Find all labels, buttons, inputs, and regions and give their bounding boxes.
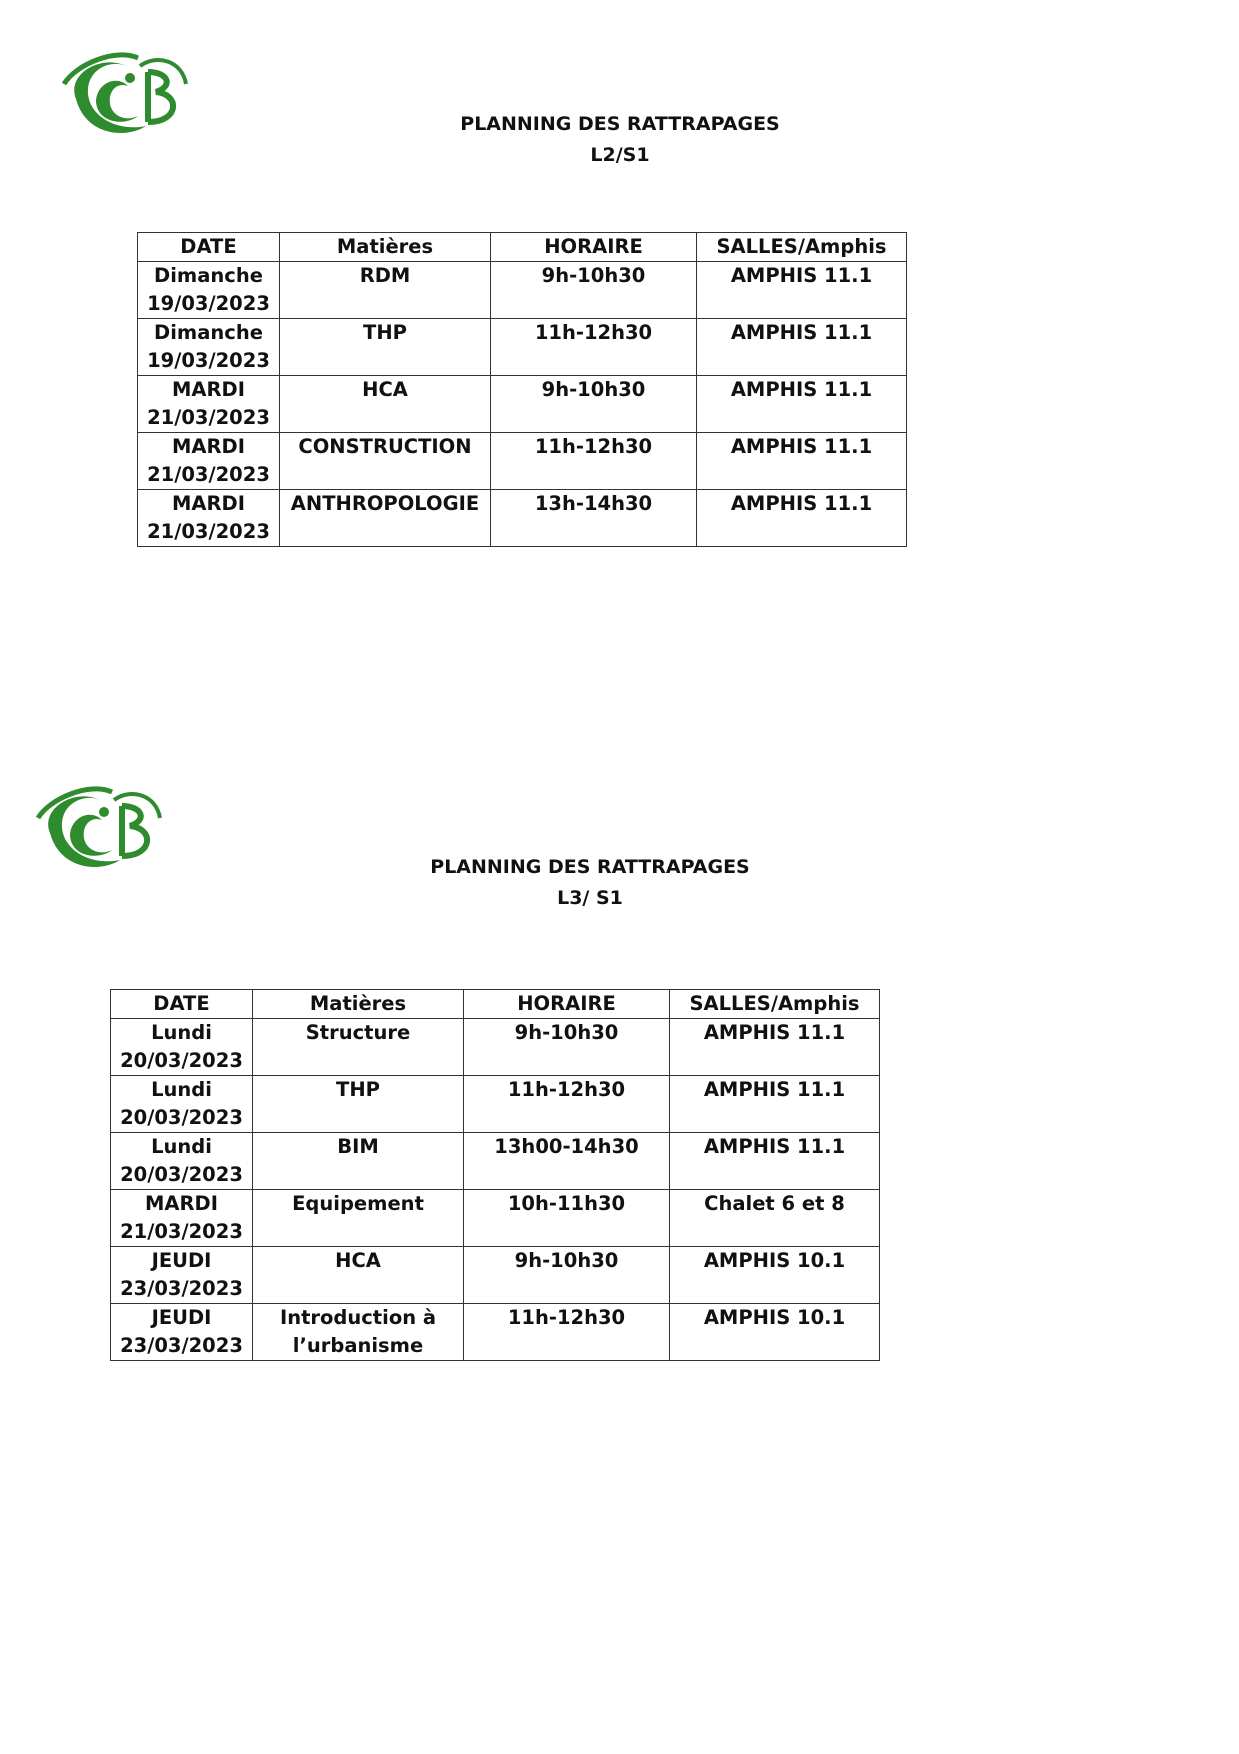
time-cell: 13h-14h30: [491, 490, 697, 547]
subject-cell: Structure: [253, 1019, 464, 1076]
subject-cell: RDM: [280, 262, 491, 319]
time-cell: 11h-12h30: [464, 1076, 670, 1133]
section2-subtitle: L3/ S1: [557, 887, 623, 909]
room-cell: AMPHIS 10.1: [670, 1304, 880, 1361]
time-cell: 9h-10h30: [491, 376, 697, 433]
subject-cell: Introduction à l’urbanisme: [253, 1304, 464, 1361]
section1-title: PLANNING DES RATTRAPAGES: [460, 113, 780, 135]
date-cell: JEUDI 23/03/2023: [111, 1304, 253, 1361]
date-cell: Lundi 20/03/2023: [111, 1019, 253, 1076]
section1-subtitle: L2/S1: [590, 144, 650, 166]
subject-cell: HCA: [253, 1247, 464, 1304]
schedule-table-l2: [137, 232, 907, 547]
date-cell: MARDI 21/03/2023: [138, 433, 280, 490]
room-cell: AMPHIS 11.1: [697, 376, 907, 433]
room-cell: AMPHIS 11.1: [670, 1076, 880, 1133]
table-row: [111, 1019, 880, 1076]
date-cell: Dimanche 19/03/2023: [138, 319, 280, 376]
room-cell: AMPHIS 11.1: [670, 1019, 880, 1076]
room-cell: AMPHIS 11.1: [697, 262, 907, 319]
time-cell: 9h-10h30: [464, 1247, 670, 1304]
col-header-date: DATE: [138, 233, 280, 262]
table-row: [111, 1304, 880, 1361]
date-cell: MARDI 21/03/2023: [111, 1190, 253, 1247]
university-logo-icon: [56, 44, 196, 144]
table-row: [111, 1076, 880, 1133]
subject-cell: THP: [280, 319, 491, 376]
date-cell: Lundi 20/03/2023: [111, 1076, 253, 1133]
room-cell: AMPHIS 11.1: [697, 319, 907, 376]
time-cell: 11h-12h30: [491, 433, 697, 490]
room-cell: AMPHIS 11.1: [697, 433, 907, 490]
date-cell: JEUDI 23/03/2023: [111, 1247, 253, 1304]
date-cell: MARDI 21/03/2023: [138, 376, 280, 433]
time-cell: 9h-10h30: [491, 262, 697, 319]
table-row: [138, 490, 907, 547]
table-row: [138, 376, 907, 433]
university-logo-icon: [30, 778, 170, 878]
table-row: [111, 1247, 880, 1304]
col-header-time: HORAIRE: [464, 990, 670, 1019]
col-header-room: SALLES/Amphis: [697, 233, 907, 262]
table-row: [138, 262, 907, 319]
logo-graphic: [30, 778, 170, 878]
section2-title: PLANNING DES RATTRAPAGES: [430, 856, 750, 878]
room-cell: AMPHIS 11.1: [697, 490, 907, 547]
subject-cell: HCA: [280, 376, 491, 433]
table-header-row: [138, 233, 907, 262]
time-cell: 11h-12h30: [491, 319, 697, 376]
subject-cell: Equipement: [253, 1190, 464, 1247]
time-cell: 13h00-14h30: [464, 1133, 670, 1190]
logo-graphic: [56, 44, 196, 144]
subject-cell: ANTHROPOLOGIE: [280, 490, 491, 547]
col-header-date: DATE: [111, 990, 253, 1019]
time-cell: 11h-12h30: [464, 1304, 670, 1361]
col-header-subject: Matières: [253, 990, 464, 1019]
date-cell: Lundi 20/03/2023: [111, 1133, 253, 1190]
date-cell: MARDI 21/03/2023: [138, 490, 280, 547]
table-row: [111, 1133, 880, 1190]
col-header-subject: Matières: [280, 233, 491, 262]
time-cell: 9h-10h30: [464, 1019, 670, 1076]
col-header-room: SALLES/Amphis: [670, 990, 880, 1019]
table-row: [138, 319, 907, 376]
room-cell: Chalet 6 et 8: [670, 1190, 880, 1247]
col-header-time: HORAIRE: [491, 233, 697, 262]
section2-heading: [300, 852, 880, 914]
table-row: [138, 433, 907, 490]
subject-cell: BIM: [253, 1133, 464, 1190]
time-cell: 10h-11h30: [464, 1190, 670, 1247]
subject-cell: CONSTRUCTION: [280, 433, 491, 490]
table-header-row: [111, 990, 880, 1019]
date-cell: Dimanche 19/03/2023: [138, 262, 280, 319]
schedule-table-l3: [110, 989, 880, 1361]
room-cell: AMPHIS 11.1: [670, 1133, 880, 1190]
room-cell: AMPHIS 10.1: [670, 1247, 880, 1304]
table-row: [111, 1190, 880, 1247]
section1-heading: [330, 109, 910, 171]
subject-cell: THP: [253, 1076, 464, 1133]
